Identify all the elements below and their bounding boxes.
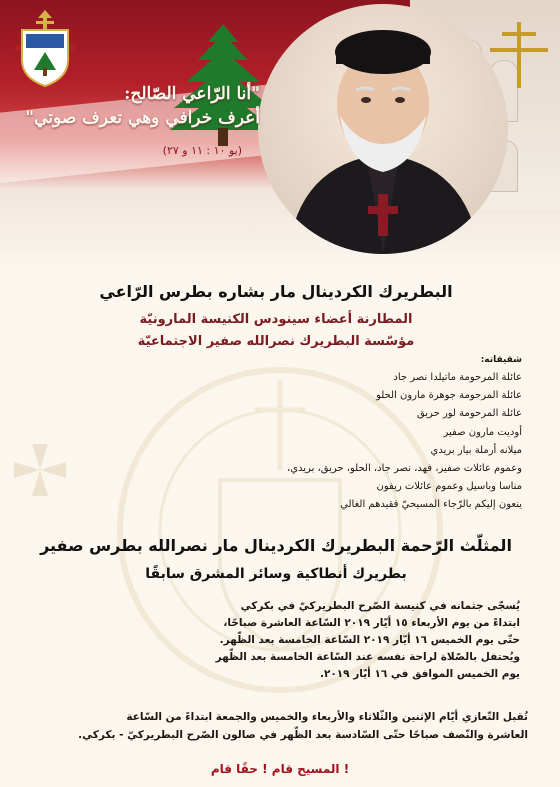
announcers-line-2: المطارنة أعضاء سينودس الكنيسة المارونيّة [139, 312, 413, 327]
list-item: عائلة المرحومة جوهرة مارون الحلو [376, 390, 522, 402]
mourners-list [192, 355, 522, 515]
deceased-title: المثلّث الرّحمة البطريرك الكردينال مار نصرالله بطرس صفير [40, 536, 512, 555]
scripture-quote [20, 82, 260, 157]
condolences-line: العاشرة والنّصف صباحًا حتّى السّادسة بعد الظّهر في صالون الصّرح البطريركيّ - بكركي. [78, 729, 528, 741]
list-item: ينعون إليكم بالرّجاء المسيحيّ فقيدهم الغالي [340, 499, 522, 511]
announcers-line-3: مؤسّسة البطريرك نصرالله صفير الاجتماعيّة [137, 334, 415, 349]
header-banner [0, 0, 560, 270]
quote-reference: (يو ١٠ : ١١ و ٢٧) [162, 144, 242, 157]
list-item: عائلة المرحومة لور حريق [416, 408, 522, 420]
maltese-cross-icon [10, 440, 70, 500]
mourners-label: شقيقاته: [480, 355, 522, 365]
details-line: ويُحتفل بالصّلاة لراحة نفسه عند السّاعة الخامسة بعد الظّهر [215, 651, 520, 663]
list-item: أوديت مارون صفير [443, 426, 522, 438]
announcers-title: البطريرك الكردينال مار بشاره بطرس الرّاعي [99, 282, 453, 301]
deceased-subtitle: بطريرك أنطاكية وسائر المشرق سابقًا [145, 566, 407, 582]
condolences-line: تُقبل التّعازي أيّام الإثنين والثّلاثاء والأربعاء والخميس والجمعة ابتداءً من السّاعة [126, 711, 528, 723]
easter-greeting: المسيح قام ! حقًا قام ! [210, 762, 350, 776]
details-line: يوم الخميس الموافق في ١٦ أيّار ٢٠١٩. [319, 668, 520, 680]
details-line: يُسجّى جثمانه في كنيسة الصّرح البطريركيّ في بكركي [240, 600, 520, 612]
quote-line-2: أعرف خرافي وهي تعرف صوتي" [25, 108, 260, 128]
list-item: ميلانه أرملة بيار بريدي [430, 444, 522, 456]
condolences-info [38, 708, 528, 744]
patriarch-portrait [258, 4, 508, 254]
list-item: مناسا وباسيل وعموم عائلات ريفون [376, 481, 522, 493]
details-line: حتّى يوم الخميس ١٦ أيّار ٢٠١٩ السّاعة الخامسة بعد الظّهر. [219, 634, 520, 646]
list-item: عائلة المرحومة ماتيلدا نصر جاد [393, 372, 522, 383]
details-line: ابتداءً من يوم الأربعاء ١٥ أيّار ٢٠١٩ السّاعة العاشرة صباحًا، [223, 617, 520, 629]
patriarchal-coat-of-arms-icon [14, 8, 76, 88]
funeral-details [50, 598, 520, 683]
list-item: وعموم عائلات صفير، فهد، نصر جاد، الحلو، حريق، بريدي، [286, 463, 522, 475]
quote-line-1: "أنا الرّاعي الصّالح: [124, 84, 260, 104]
